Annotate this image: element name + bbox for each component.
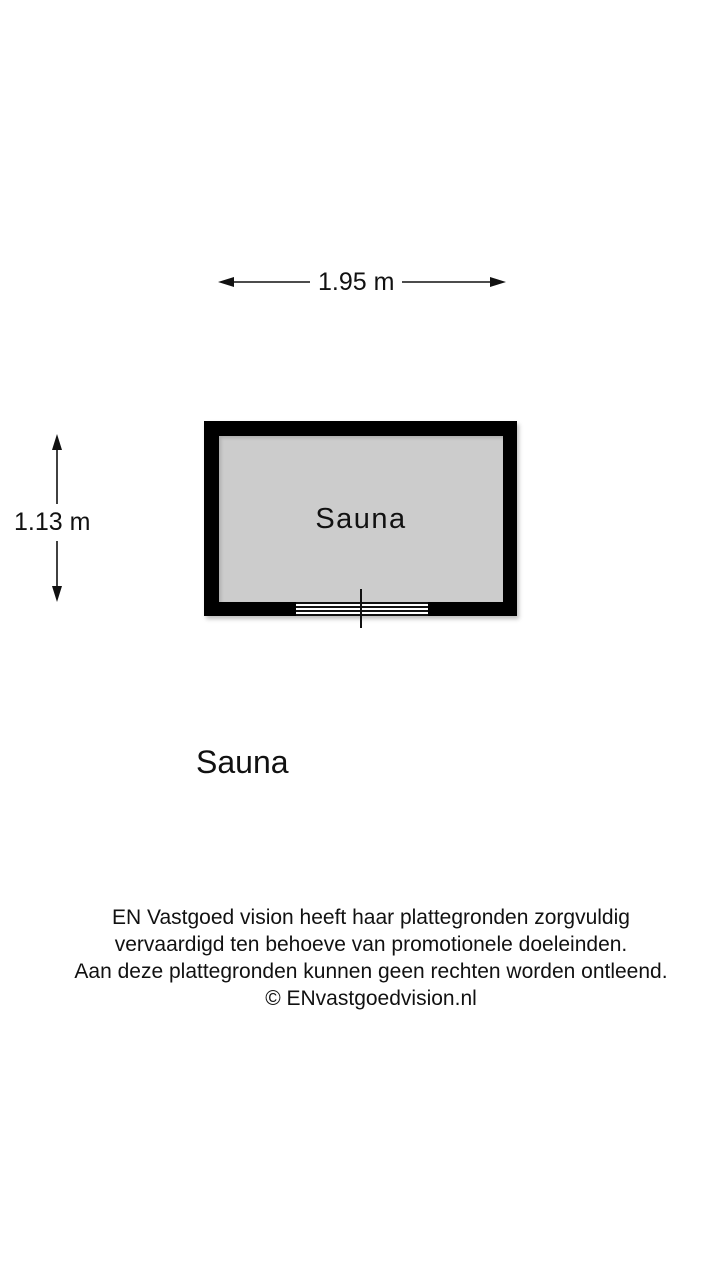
copyright-line: © ENvastgoedvision.nl (265, 987, 477, 1010)
door-threshold-line (296, 606, 428, 608)
disclaimer (0, 904, 720, 1012)
door-threshold-line (296, 614, 428, 616)
door-threshold-line (296, 610, 428, 612)
room-label: Sauna (315, 502, 407, 535)
height-dimension-label: 1.13 m (14, 504, 90, 541)
floor-caption: Sauna (196, 744, 289, 780)
width-dimension-label: 1.95 m (310, 268, 402, 297)
door-swing-icon (360, 589, 362, 628)
disclaimer-line: EN Vastgoed vision heeft haar plattegronden zorgvuldig (112, 906, 630, 929)
door-threshold-line (296, 602, 428, 604)
disclaimer-line: vervaardigd ten behoeve van promotionele doeleinden. (114, 933, 628, 956)
disclaimer-line: Aan deze plattegronden kunnen geen rechten worden ontleend. (74, 960, 668, 983)
